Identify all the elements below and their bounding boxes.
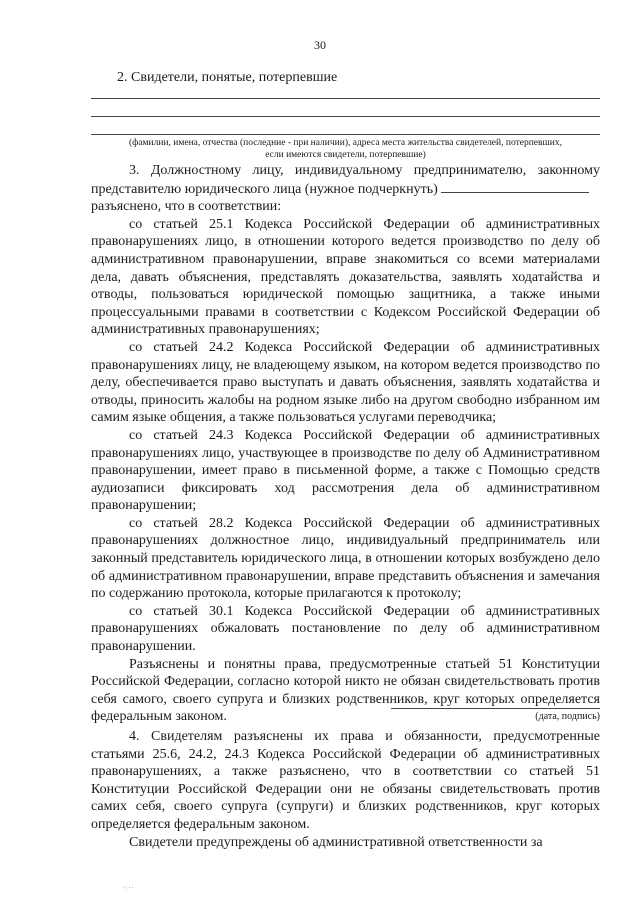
witness-fill-line-1[interactable]	[91, 98, 600, 99]
witness-hint-line-2: если имеются свидетели, потерпевшие)	[265, 150, 426, 160]
page-number: 30	[314, 38, 326, 52]
rights-item-article-25-1: со статьей 25.1 Кодекса Российской Федерации об административных правонарушениях лицо, в отношении которого ведется производство по делу об административном правонарушении, вправе знакомиться со всеми материалами дела, давать объяснения, представлять доказательства, заявлять ходатайства и отводы, пользоваться юридической помощью защитника, а также иными процессуальными правами в соответствии с Кодексом Российской Федерации об административных правонарушениях;	[91, 216, 600, 338]
section-3	[91, 162, 600, 726]
section-4-warning: Свидетели предупреждены об административной ответственности за	[129, 834, 543, 850]
representative-fill-line[interactable]	[441, 180, 589, 193]
rights-item-article-24-3: со статьей 24.3 Кодекса Российской Федерации об административных правонарушениях лицо, участвующее в производстве по делу об Административном правонарушении, имеет право в письменной форме, а также с Помощью средств аудиозаписи фиксировать ход рассмотрения дела об административном правонарушении;	[91, 427, 600, 514]
witness-fill-line-3[interactable]	[91, 134, 600, 135]
signature-line[interactable]	[391, 708, 600, 709]
section-4-paragraph: 4. Свидетелям разъяснены их права и обязанности, предусмотренные статьями 25.6, 24.2, 24.3 Кодекса Российской Федерации об административных правонарушениях, а также разъяснено, что в соответствии со статьей 51 Конституции Российской Федерации они не обязаны свидетельствовать против самих себя, своего супруга (супруги) и близких родственников, круг которых определяется федеральным законом.	[91, 729, 600, 832]
section-3-intro	[91, 162, 600, 198]
witness-fill-hint	[91, 137, 600, 161]
rights-item-article-24-2: со статьей 24.2 Кодекса Российской Федерации об административных правонарушениях лицу, не владеющему языком, на котором ведется производство по делу, обеспечивается право выступать и давать объяснения, заявлять ходатайства и отводы, приносить жалобы на родном языке либо на другом свободно избранном им самим языке общения, а также пользоваться услугами переводчика;	[91, 339, 600, 426]
section-3-intro-text: 3. Должностному лицу, индивидуальному предпринимателю, законному представителю юридического лица (нужное подчеркнуть)	[91, 163, 600, 197]
section-2-heading: 2. Свидетели, понятые, потерпевшие	[117, 70, 338, 85]
signature-label: (дата, подпись)	[535, 711, 600, 722]
section-4	[91, 728, 600, 851]
section-3-intro-tail: разъяснено, что в соответствии:	[91, 199, 282, 215]
witness-hint-line-1: (фамилии, имена, отчества (последние - при наличии), адреса места жительства свидетелей, потерпевших,	[128, 138, 562, 148]
rights-item-article-28-2: со статьей 28.2 Кодекса Российской Федерации об административных правонарушениях должностное лицо, индивидуальный предприниматель или законный представитель юридического лица, в отношении которых возбуждено дело об административном правонарушении, вправе представить объяснения и замечания по содержанию протокола, которые прилагаются к протоколу;	[91, 515, 600, 602]
constitution-rights-paragraph: Разъяснены и понятны права, предусмотренные статьей 51 Конституции Российской Федерации, согласно которой никто не обязан свидетельствовать против себя самого, своего супруга и близких родственников, круг которых определяется федеральным законом.	[91, 656, 600, 725]
witness-fill-line-2[interactable]	[91, 116, 600, 117]
rights-item-article-30-1: со статьей 30.1 Кодекса Российской Федерации об административных правонарушениях обжаловать постановление по делу об административном правонарушении.	[91, 603, 600, 655]
scan-artifact: ·:··	[122, 884, 135, 892]
